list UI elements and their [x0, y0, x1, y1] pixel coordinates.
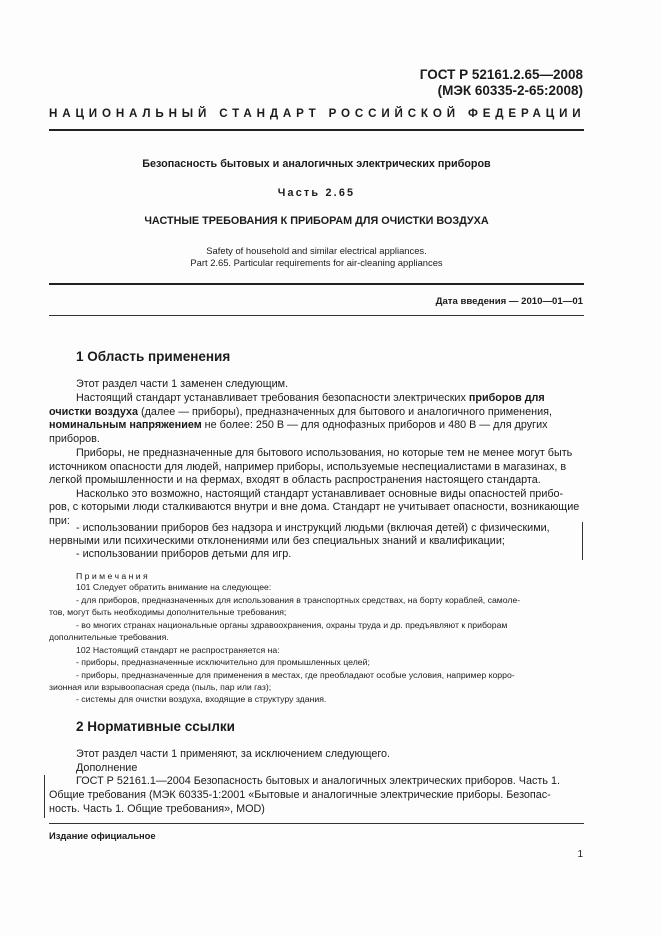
s1-bullet-1-line-1: - использовании приборов без надзора и инструкций людьми (включая детей) с физическими, — [76, 522, 550, 534]
s1-p4-line-1: Насколько это возможно, настоящий стандарт устанавливает основные виды опасностей прибо- — [76, 488, 564, 500]
s2-ref-line-1: ГОСТ Р 52161.1—2004 Безопасность бытовых и аналогичных электрических приборов. Часть 1. — [76, 775, 560, 787]
section-2-heading: 2 Нормативные ссылки — [76, 719, 235, 734]
s1-bullet-1-line-2: нервными или психическими отклонениями или без специальных знаний и квалификации; — [49, 535, 505, 547]
s1-p4-line-3: при: — [49, 515, 70, 527]
official-edition-label: Издание официальное — [49, 830, 156, 841]
english-title-line-1: Safety of household and similar electrical appliances. — [206, 245, 427, 256]
s2-ref-line-2: Общие требования (МЭК 60335-1:2001 «Бытовые и аналогичные электрические приборы. Безопас- — [49, 789, 551, 801]
s1-p2-line-1: Настоящий стандарт устанавливает требования безопасности электрических приборов для — [76, 392, 545, 404]
note-101: 101 Следует обратить внимание на следующее: — [76, 582, 272, 592]
note-101-a-line-1: - для приборов, предназначенных для использования в транспортных средствах, на борту кораблей, самоле- — [76, 595, 521, 605]
general-title: Безопасность бытовых и аналогичных электрических приборов — [142, 158, 491, 170]
note-102: 102 Настоящий стандарт не распространяется на: — [76, 645, 280, 655]
s1-p2-line-4: приборов. — [49, 433, 100, 445]
s2-addition-label: Дополнение — [76, 762, 138, 774]
iec-number: (МЭК 60335-2-65:2008) — [437, 83, 583, 98]
gost-number: ГОСТ Р 52161.2.65—2008 — [419, 67, 583, 82]
change-bar — [582, 522, 583, 560]
english-title-line-2: Part 2.65. Particular requirements for air-cleaning appliances — [190, 257, 443, 268]
s1-p3-line-3: легкой промышленности и на фермах, входят в область распространения настоящего стандарта. — [49, 474, 541, 486]
note-101-b-line-2: дополнительные требования. — [49, 632, 169, 642]
note-102-b-line-1: - приборы, предназначенные для применения в местах, где преобладают особые условия, например корро- — [76, 670, 515, 680]
s1-paragraph-1: Этот раздел части 1 заменен следующим. — [76, 378, 289, 390]
note-101-b-line-1: - во многих странах национальные органы здравоохранения, охраны труда и др. предъявляют к приборам — [76, 620, 508, 630]
date-of-introduction: Дата введения — 2010—01—01 — [435, 296, 583, 307]
s1-bullet-2: - использовании приборов детьми для игр. — [76, 548, 292, 560]
note-101-a-line-2: тов, могут быть необходимы дополнительные требования; — [49, 607, 287, 617]
s1-p4-line-2: ров, с которыми люди сталкиваются внутри и вне дома. Стандарт не учитывает опасности, возникающие — [49, 501, 580, 513]
s2-ref-line-3: ность. Часть 1. Общие требования», MOD) — [49, 803, 265, 815]
national-standard-banner: НАЦИОНАЛЬНЫЙ СТАНДАРТ РОССИЙСКОЙ ФЕДЕРАЦИИ — [49, 107, 586, 120]
s1-p2-line-2: очистки воздуха (далее — приборы), предназначенных для бытового и аналогичного применения, — [49, 406, 552, 418]
title-divider — [49, 283, 584, 285]
date-divider — [49, 315, 584, 316]
note-102-a: - приборы, предназначенные исключительно для промышленных целей; — [76, 657, 370, 667]
section-1-heading: 1 Область применения — [76, 349, 231, 364]
s1-p3-line-2: источником опасности для людей, например приборы, используемые неспециалистами в магазинах, в — [49, 461, 567, 473]
s2-paragraph-1: Этот раздел части 1 применяют, за исключением следующего. — [76, 748, 391, 760]
notes-title: Примечания — [76, 571, 151, 581]
addition-change-bar — [44, 775, 45, 818]
header-divider — [49, 129, 584, 131]
s1-p3-line-1: Приборы, не предназначенные для бытового использования, но которые тем не менее могут быть — [76, 447, 573, 459]
note-102-c: - системы для очистки воздуха, входящие в структуру здания. — [76, 694, 327, 704]
note-102-b-line-2: зионная или взрывоопасная среда (пыль, пар или газ); — [49, 682, 272, 692]
main-title: ЧАСТНЫЕ ТРЕБОВАНИЯ К ПРИБОРАМ ДЛЯ ОЧИСТКИ ВОЗДУХА — [144, 215, 489, 227]
s1-p2-line-3: номинальным напряжением не более: 250 В — для однофазных приборов и 480 В — для других — [49, 419, 548, 431]
part-title: Часть 2.65 — [277, 187, 356, 199]
page-number: 1 — [577, 849, 583, 860]
footer-divider — [49, 823, 584, 824]
